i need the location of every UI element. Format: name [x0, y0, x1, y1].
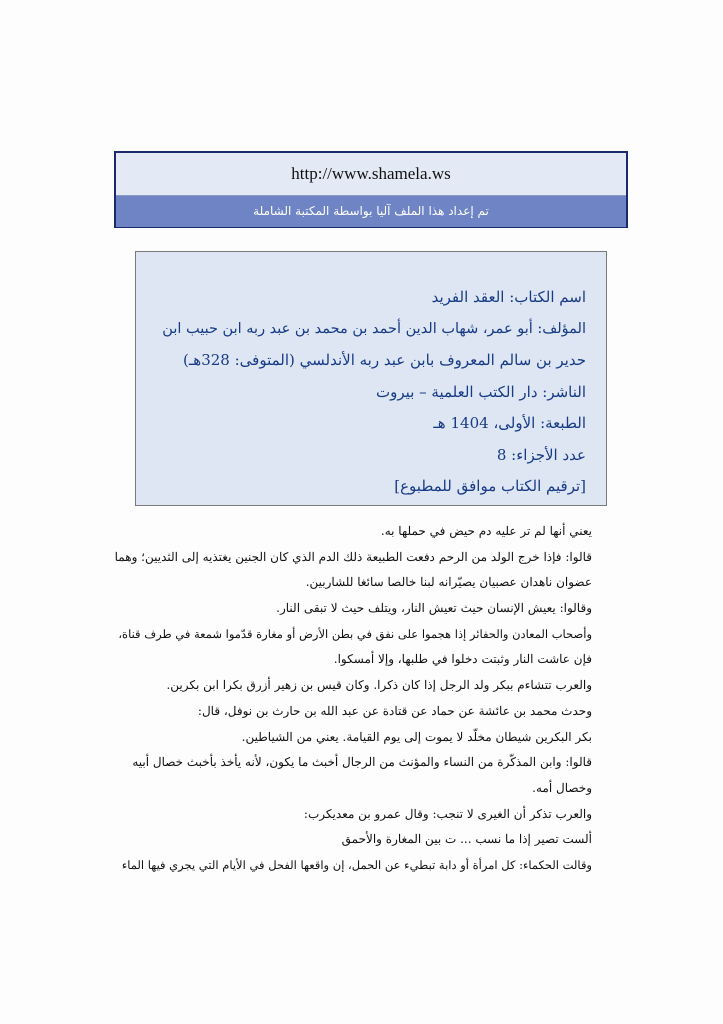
- body-line: والعرب تتشاءم ببكر ولد الرجل إذا كان ذكرا. وكان قيس بن زهير أزرق بكرا ابن بكرين.: [166, 678, 592, 693]
- body-line: يعني أنها لم تر عليه دم حيض في حملها به.: [380, 524, 592, 538]
- book-pagination-note: [ترقيم الكتاب موافق للمطبوع]: [394, 477, 586, 495]
- body-line: وقالوا: يعيش الإنسان حيث تعيش النار، ويتلف حيث لا تبقى النار.: [276, 601, 592, 616]
- body-line: وقالت الحكماء: كل امرأة أو دابة تبطيء عن الحمل، إن واقعها الفحل في الأيام التي يجري فيها الماء: [121, 857, 592, 872]
- book-edition-line: الطبعة: الأولى، 1404 هـ: [433, 414, 586, 432]
- body-line: بكر البكرين شيطان مخلّد لا يموت إلى يوم القيامة. يعني من الشياطين.: [241, 729, 592, 744]
- book-info-box: [135, 251, 607, 506]
- book-title-line: اسم الكتاب: العقد الفريد: [431, 288, 586, 306]
- body-line: قالوا: وابن المذكّرة من النساء والمؤنث من الرجال أخبث ما يكون، لأنه يأخذ بأخبث خصال أبيه: [132, 755, 592, 770]
- book-author-line-cont: حدير بن سالم المعروف بابن عبد ربه الأندلسي (المتوفى: 328هـ): [183, 351, 586, 369]
- book-publisher-line: الناشر: دار الكتب العلمية – بيروت: [376, 382, 586, 401]
- body-line: ألست تصير إذا ما نسب ... ت بين المغارة والأحمق: [341, 832, 592, 847]
- body-line: وخصال أمه.: [532, 780, 592, 795]
- book-volumes-line: عدد الأجزاء: 8: [496, 445, 586, 464]
- body-text: [112, 519, 592, 879]
- book-author-line: المؤلف: أبو عمر، شهاب الدين أحمد بن محمد بن عبد ربه ابن حبيب ابن: [162, 320, 586, 337]
- shamela-header-box: [114, 151, 628, 228]
- shamela-note: تم إعداد هذا الملف آليا بواسطة المكتبة الشاملة: [116, 196, 626, 227]
- body-line: فإن عاشت النار وثبتت دخلوا في طلبها، وإلا أمسكوا.: [333, 652, 592, 667]
- body-line: وأصحاب المعادن والحفائر إذا هجموا على نفق في بطن الأرض أو مغارة قدّموا شمعة في طرف قناة،: [118, 626, 592, 641]
- shamela-url[interactable]: http://www.shamela.ws: [116, 153, 626, 196]
- body-line: عضوان ناهدان عصبيان يصيّرانه لبنا خالصا سائغا للشاربين.: [305, 575, 592, 590]
- body-line: قالوا: فإذا خرج الولد من الرحم دفعت الطبيعة ذلك الدم الذي كان الجنين يغتذيه إلى الثديين؛ وهما: [114, 549, 592, 564]
- body-line: والعرب تذكر أن الغيرى لا تنجب: وقال عمرو بن معديكرب:: [303, 806, 592, 821]
- body-line: وحدث محمد بن عائشة عن حماد عن قتادة عن عبد الله بن حارث بن نوفل، قال:: [197, 703, 592, 718]
